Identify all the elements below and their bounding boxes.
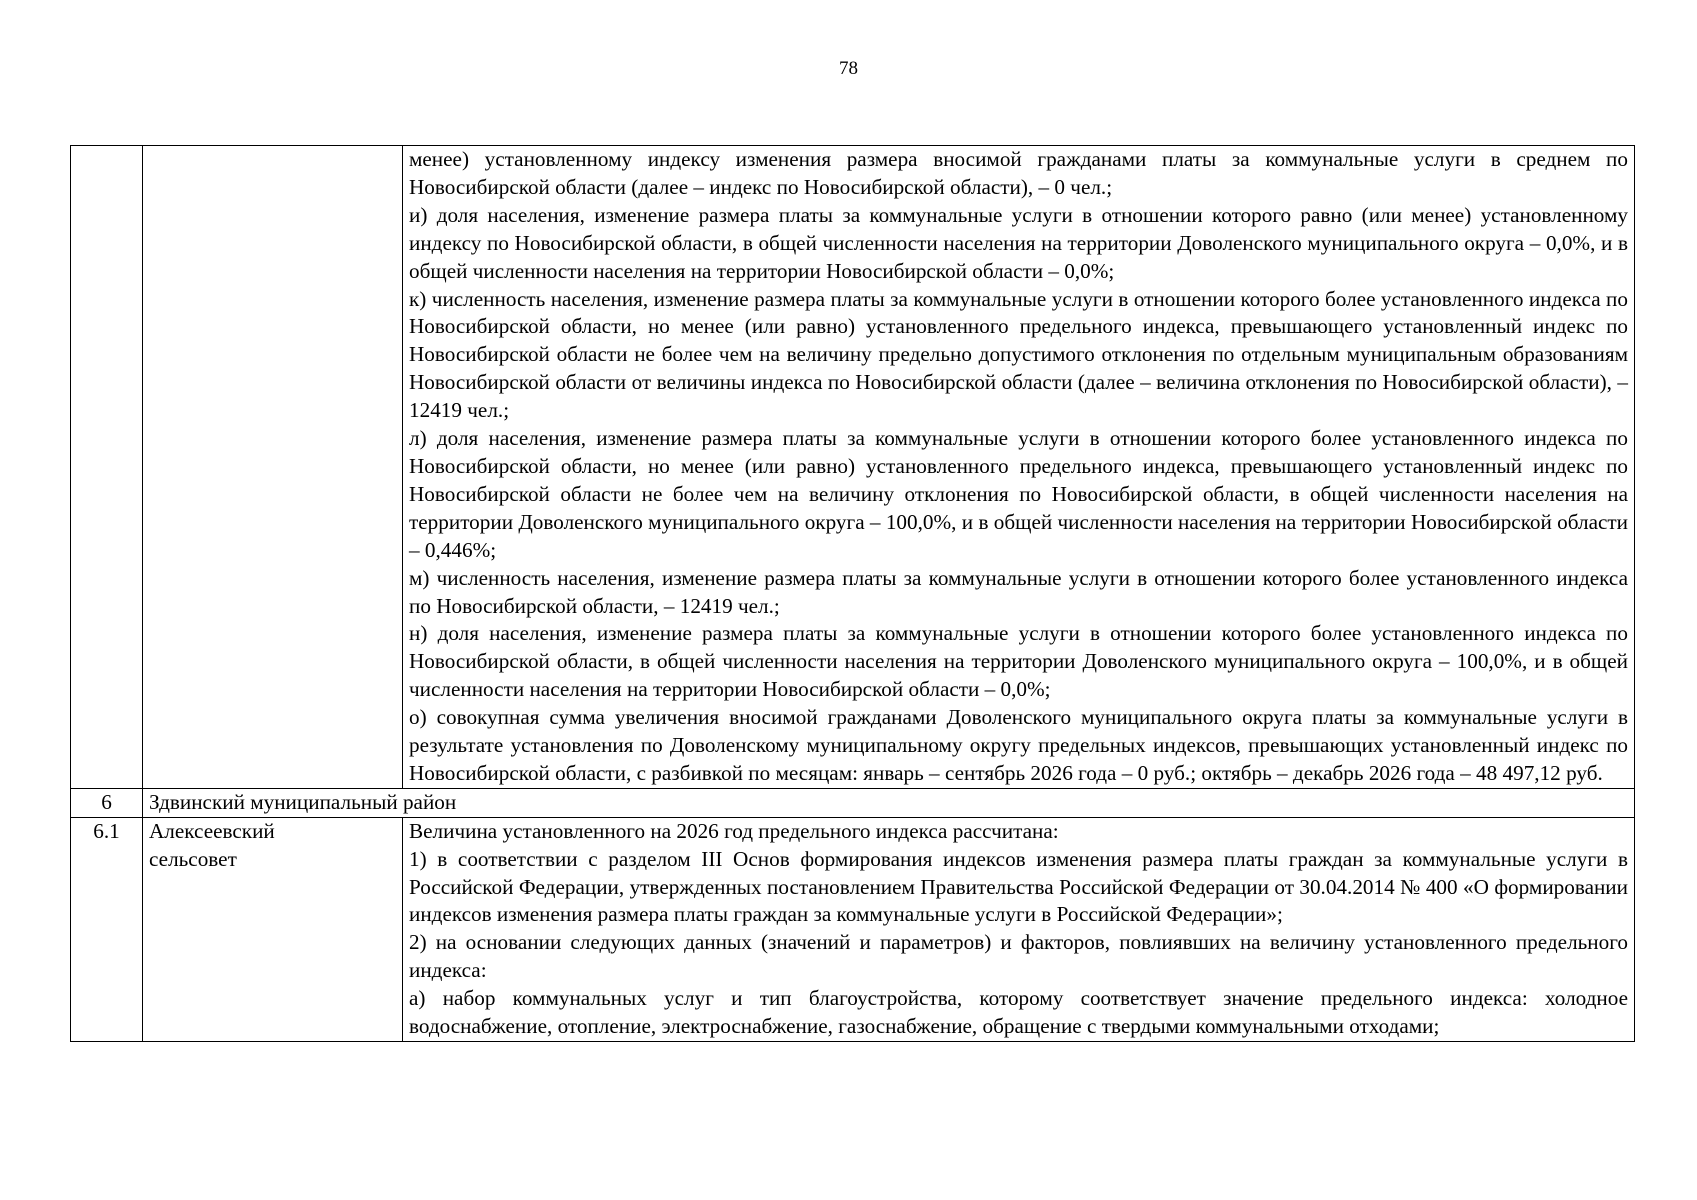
paragraph: а) набор коммунальных услуг и тип благоустройства, которому соответствует значение предельного индекса: холодное водоснабжение, отопление, электроснабжение, газоснабжение, обращение с твердыми коммунальными отходами; bbox=[409, 986, 1628, 1039]
row-content-cell bbox=[403, 817, 1635, 1041]
paragraph: менее) установленному индексу изменения размера вносимой гражданами платы за коммунальные услуги в среднем по Новосибирской области (далее – индекс по Новосибирской области), – 0 чел.; bbox=[409, 147, 1628, 199]
row-number-cell: 6 bbox=[71, 788, 143, 817]
paragraph: к) численность населения, изменение размера платы за коммунальные услуги в отношении которого более установленного индекса по Новосибирской области, но менее (или равно) установленного предельного индекса, превышающего установленный индекс по Новосибирской области не более чем на величину предельно допустимого отклонения по отдельным муниципальным образованиям Новосибирской области от величины индекса по Новосибирской области (далее – величина отклонения по Новосибирской области), – 12419 чел.; bbox=[409, 286, 1628, 423]
paragraph: м) численность населения, изменение размера платы за коммунальные услуги в отношении которого более установленного индекса по Новосибирской области, – 12419 чел.; bbox=[409, 565, 1628, 618]
municipality-name-cell bbox=[143, 817, 403, 1041]
paragraph: и) доля населения, изменение размера платы за коммунальные услуги в отношении которого равно (или менее) установленному индексу по Новосибирской области, в общей численности населения на территории Доволенского муниципального округа – 0,0%, и в общей численности населения на территории Новосибирской области – 0,0%; bbox=[409, 202, 1628, 283]
paragraph: Величина установленного на 2026 год предельного индекса рассчитана: bbox=[409, 818, 1059, 843]
paragraph: л) доля населения, изменение размера платы за коммунальные услуги в отношении которого более установленного индекса по Новосибирской области, но менее (или равно) установленного предельного индекса, превышающего установленный индекс по Новосибирской области не более чем на величину отклонения по Новосибирской области, в общей численности населения на территории Доволенского муниципального округа – 100,0%, и в общей численности населения на территории Новосибирской области – 0,446%; bbox=[409, 426, 1628, 562]
municipality-name-line: Алексеевский bbox=[149, 818, 275, 843]
paragraph: 2) на основании следующих данных (значений и параметров) и факторов, повлиявших на величину установленного предельного индекса: bbox=[409, 930, 1628, 983]
table-row bbox=[71, 788, 1635, 817]
paragraph: н) доля населения, изменение размера платы за коммунальные услуги в отношении которого более установленного индекса по Новосибирской области, в общей численности населения на территории Доволенского муниципального округа – 100,0%, и в общей численности населения на территории Новосибирской области – 0,0%; bbox=[409, 621, 1628, 702]
paragraph: 1) в соответствии с разделом III Основ формирования индексов изменения размера платы граждан за коммунальные услуги в Российской Федерации, утвержденных постановлением Правительства Российской Федерации от 30.04.2014 № 400 «О формировании индексов изменения размера платы граждан за коммунальные услуги в Российской Федерации»; bbox=[409, 846, 1628, 927]
page-number: 78 bbox=[839, 58, 858, 79]
row-number-cell: 6.1 bbox=[71, 817, 143, 1041]
row-number-cell bbox=[71, 146, 143, 789]
row-content-cell bbox=[403, 146, 1635, 789]
table-row bbox=[71, 146, 1635, 789]
document-table bbox=[70, 145, 1635, 1042]
municipality-name-line: сельсовет bbox=[149, 846, 237, 871]
district-name-cell: Здвинский муниципальный район bbox=[143, 788, 1635, 817]
table-row bbox=[71, 817, 1635, 1041]
municipality-name-cell bbox=[143, 146, 403, 789]
paragraph: о) совокупная сумма увеличения вносимой гражданами Доволенского муниципального округа платы за коммунальные услуги в результате установления по Доволенскому муниципальному округу предельных индексов, превышающих установленный индекс по Новосибирской области, с разбивкой по месяцам: январь – сентябрь 2026 года – 0 руб.; октябрь – декабрь 2026 года – 48 497,12 руб. bbox=[409, 705, 1628, 785]
